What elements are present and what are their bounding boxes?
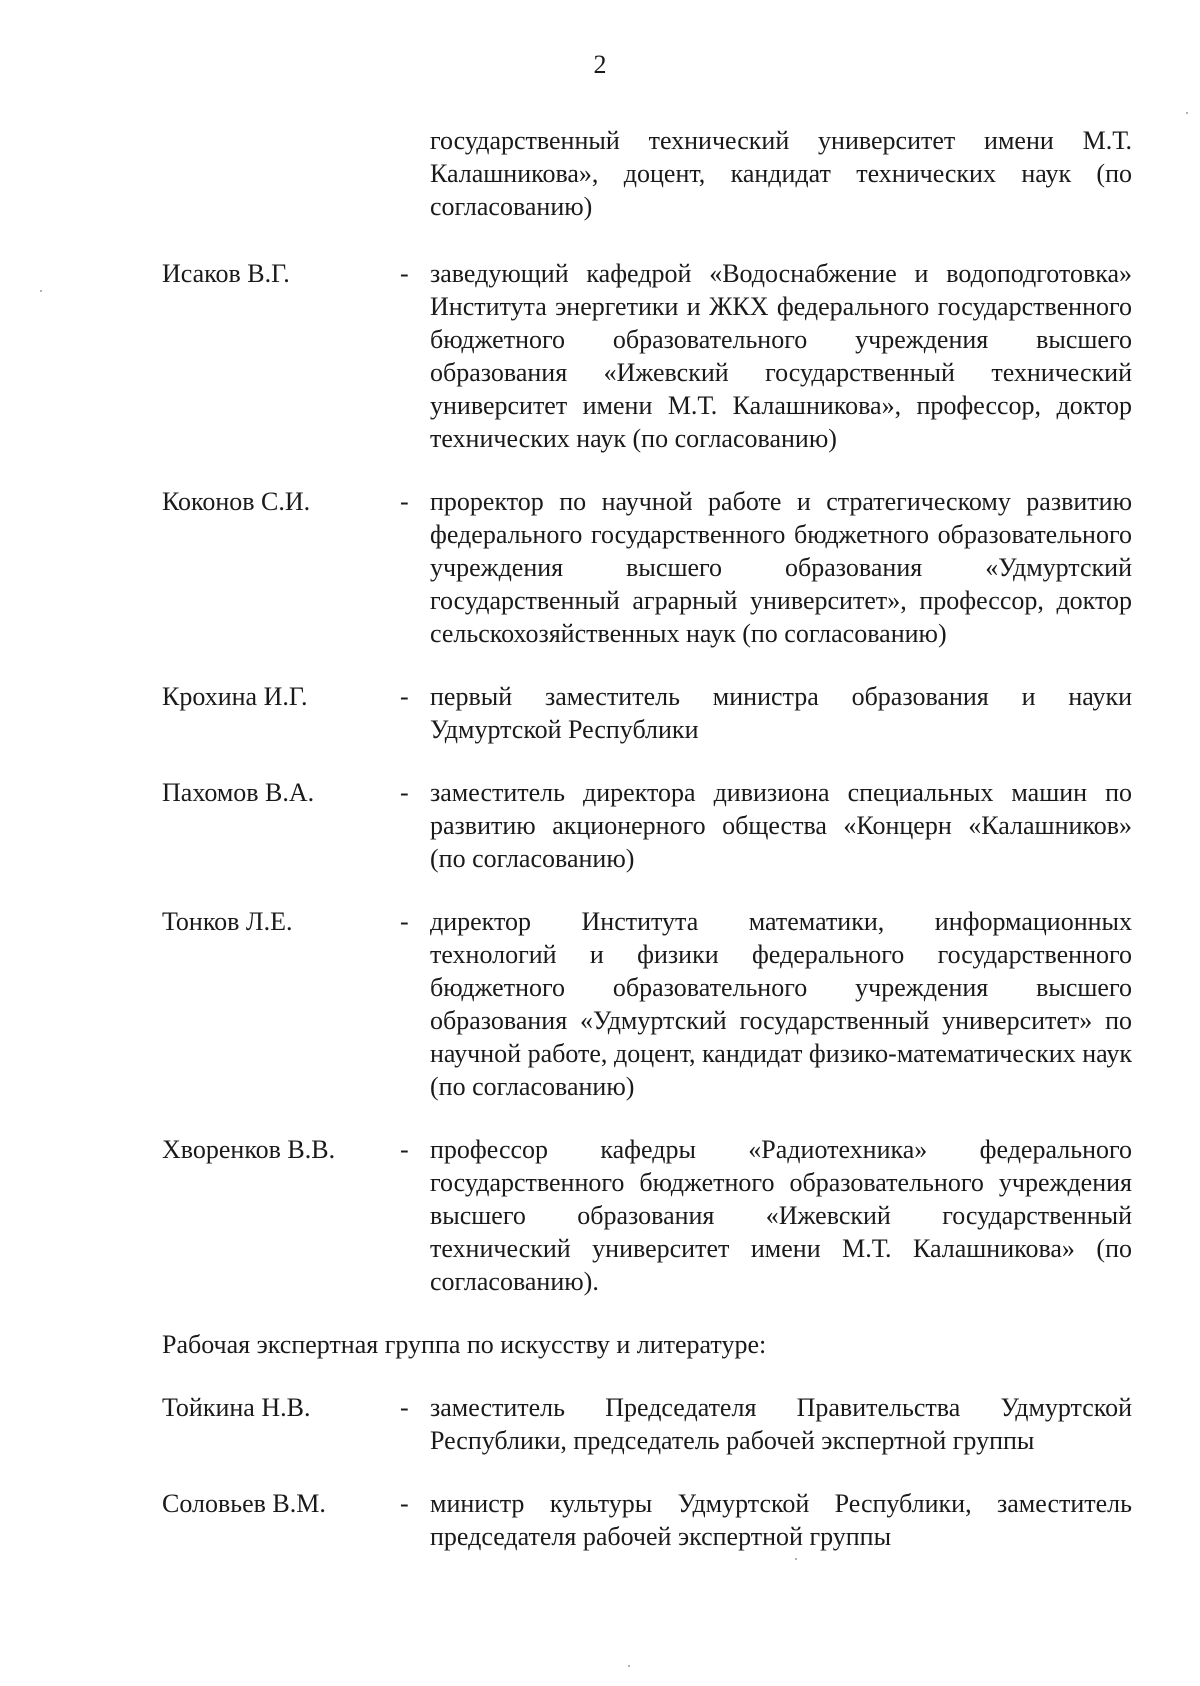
member-row [162, 776, 1132, 875]
member-name: Хворенков В.В. [162, 1135, 336, 1164]
member-name: Тойкина Н.В. [162, 1393, 311, 1422]
member-row [162, 257, 1132, 455]
member-dash: - [400, 1489, 409, 1518]
member-name: Исаков В.Г. [162, 259, 290, 288]
member-dash: - [400, 778, 409, 807]
member-row [162, 1133, 1132, 1298]
member-description: министр культуры Удмуртской Республики, заместитель председателя рабочей экспертной группы [430, 1489, 1132, 1551]
member-dash: - [400, 259, 409, 288]
scan-speck [795, 1558, 797, 1560]
member-name: Пахомов В.А. [162, 778, 315, 807]
group-heading: Рабочая экспертная группа по искусству и литературе: [162, 1330, 767, 1359]
member-description: заместитель директора дивизиона специальных машин по развитию акционерного общества «Концерн «Калашников» (по согласованию) [430, 778, 1132, 873]
member-description: проректор по научной работе и стратегическому развитию федерального государственного бюджетного образовательного учреждения высшего образования «Удмуртский государственный аграрный университет», профессор, доктор сельскохозяйственных наук (по согласованию) [430, 487, 1132, 648]
member-name: Соловьев В.М. [162, 1489, 326, 1518]
member-dash: - [400, 907, 409, 936]
member-row [162, 485, 1132, 650]
member-description: профессор кафедры «Радиотехника» федерального государственного бюджетного образовательного учреждения высшего образования «Ижевский государственный технический университет имени М.Т. Калашникова» (по согласованию). [430, 1135, 1132, 1296]
continuation-row [162, 124, 1132, 223]
member-name: Тонков Л.Е. [162, 907, 293, 936]
group-member-row [162, 1391, 1132, 1457]
member-dash: - [400, 1393, 409, 1422]
member-row [162, 680, 1132, 746]
group-member-row [162, 1487, 1132, 1553]
member-name: Коконов С.И. [162, 487, 311, 516]
member-description: директор Института математики, информационных технологий и физики федерального государственного бюджетного образовательного учреждения высшего образования «Удмуртский государственный университет» по научной работе, доцент, кандидат физико-математических наук (по согласованию) [430, 907, 1132, 1101]
member-row [162, 905, 1132, 1103]
member-dash: - [400, 682, 409, 711]
page-number: 2 [593, 50, 607, 79]
member-dash: - [400, 487, 409, 516]
scan-speck [628, 1665, 630, 1667]
scan-speck [1186, 112, 1188, 114]
continuation-text: государственный технический университет имени М.Т. Калашникова», доцент, кандидат технических наук (по согласованию) [430, 126, 1132, 221]
member-description: заместитель Председателя Правительства Удмуртской Республики, председатель рабочей экспертной группы [430, 1393, 1132, 1455]
scan-speck [40, 290, 42, 292]
member-dash: - [400, 1135, 409, 1164]
member-description: первый заместитель министра образования и науки Удмуртской Республики [430, 682, 1132, 744]
member-name: Крохина И.Г. [162, 682, 308, 711]
member-description: заведующий кафедрой «Водоснабжение и водоподготовка» Института энергетики и ЖКХ федерального государственного бюджетного образовательного учреждения высшего образования «Ижевский государственный технический университет имени М.Т. Калашникова», профессор, доктор технических наук (по согласованию) [430, 259, 1132, 453]
member-list [162, 124, 1132, 1583]
